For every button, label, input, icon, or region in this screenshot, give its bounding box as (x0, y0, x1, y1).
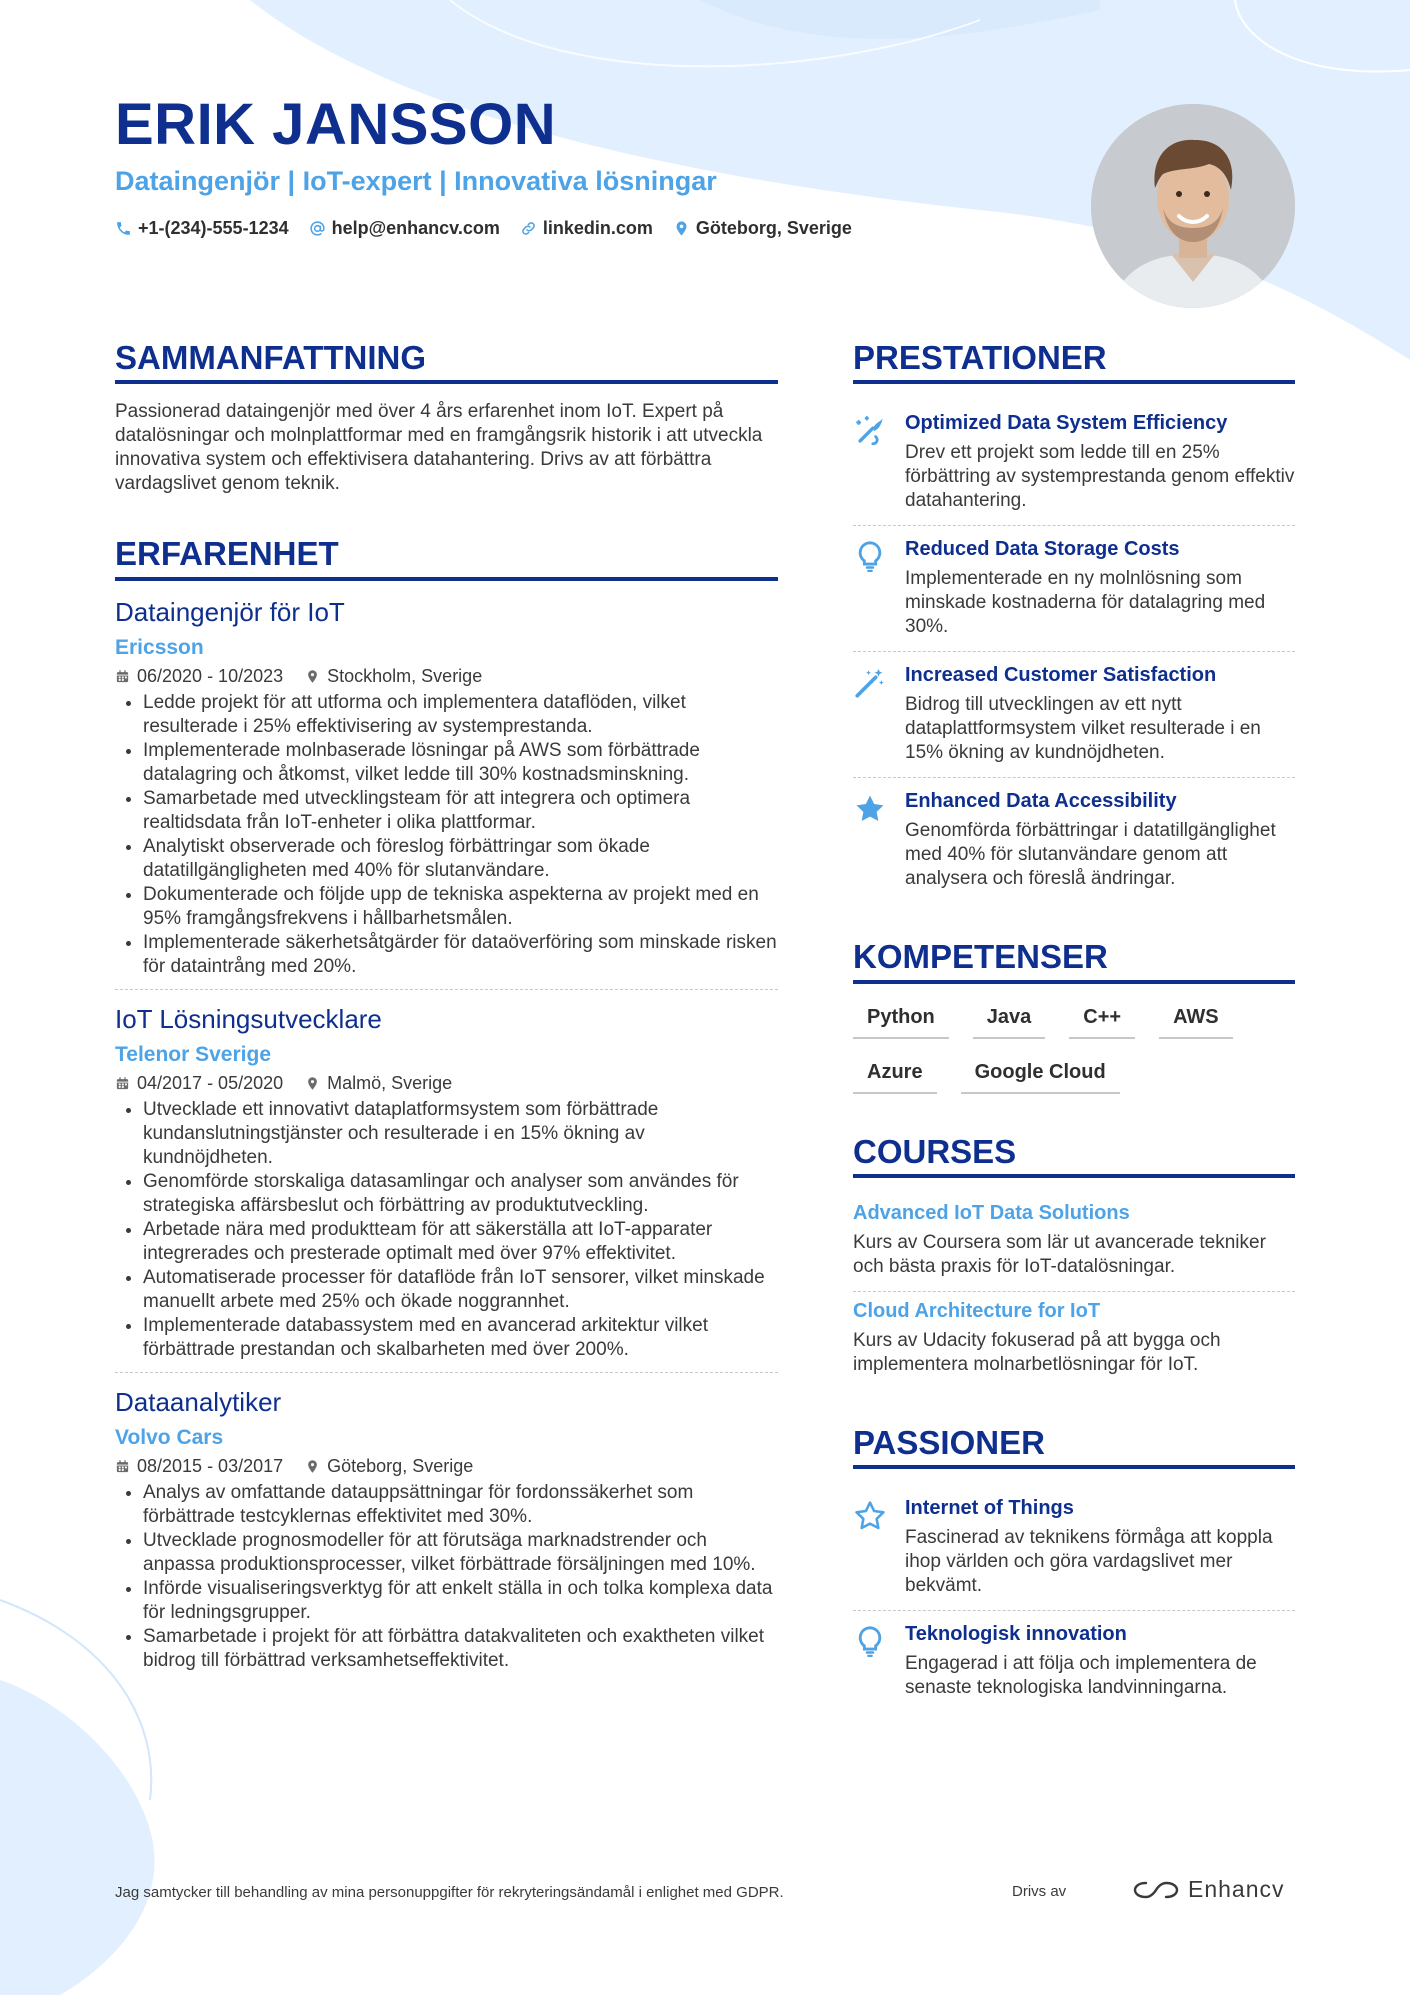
passion-text: Engagerad i att följa och implementera de senaste teknologiska landvinningarna. (905, 1653, 1257, 1699)
contact-bar (115, 218, 852, 239)
job-bullets (115, 1098, 778, 1362)
enhancv-logo[interactable] (1132, 1876, 1285, 1903)
courses-heading: COURSES (853, 1134, 1295, 1178)
job-title: Dataanalytiker (115, 1386, 282, 1417)
passion-item (853, 1611, 1295, 1712)
skill-tag: Azure (853, 1055, 937, 1094)
job-bullet: • Samarbetade i projekt för att förbättra datakvaliteten och exaktheten vilket bidrog till förbättrad verksamhetseffektivitet. (143, 1625, 778, 1673)
profile-photo (1091, 104, 1295, 308)
magic-wand-icon (853, 666, 887, 700)
contact-linkedin[interactable] (520, 218, 653, 239)
gdpr-consent-text: Jag samtycker till behandling av mina personuppgifter för rekryteringsändamål i enlighet med GDPR. (115, 1884, 784, 1901)
job-bullet: • Implementerade säkerhetsåtgärder för dataöverföring som minskade risken för dataintrång med 20%. (143, 931, 778, 979)
job-bullets (115, 1481, 778, 1673)
job-dates-text: 04/2017 - 05/2020 (137, 1072, 284, 1093)
job-bullet: • Genomförde storskaliga datasamlingar och analyser som användes för strategiska affärsbeslut och förbättring av produktutveckling. (143, 1170, 778, 1218)
lightbulb-icon (853, 1625, 887, 1659)
job-bullet: • Implementerade molnbaserade lösningar på AWS som förbättrade datalagring och åtkomst, vilket ledde till 30% kostnadsminskning. (143, 739, 778, 787)
left-column (115, 340, 778, 1697)
job-dates (115, 1073, 283, 1094)
achievement-text: Implementerade en ny molnlösning som minskade kostnaderna för datalagring med 30%. (905, 568, 1266, 638)
job-dates (115, 1456, 283, 1477)
job-meta (115, 1456, 778, 1477)
summary-text: Passionerad dataingenjör med över 4 års erfarenhet inom IoT. Expert på datalösningar och molnplattformar med en framgångsrik historik i att utveckla innovativa system och effektivisera datahantering. Drivs av att förbättra vardagslivet genom teknik. (115, 401, 763, 495)
email-text: help@enhancv.com (331, 218, 500, 238)
job-location-text: Malmö, Sverige (327, 1072, 453, 1093)
location-pin-icon (673, 220, 690, 237)
profile-portrait-illustration (1091, 104, 1295, 308)
job-bullet: • Införde visualiseringsverktyg för att enkelt ställa in och tolka komplexa data för ledningsgrupper. (143, 1577, 778, 1625)
location-pin-icon (305, 1076, 320, 1091)
skill-tag: Java (973, 1000, 1046, 1039)
job-company: Volvo Cars (115, 1425, 224, 1449)
course-item (853, 1194, 1295, 1292)
job-title: IoT Lösningsutvecklare (115, 1003, 382, 1034)
skill-tag: AWS (1159, 1000, 1233, 1039)
job-bullet: • Analytiskt observerade och föreslog förbättringar som ökade datatillgängligheten med 40% för slutanvändare. (143, 835, 778, 883)
phone-icon (115, 220, 132, 237)
passions-heading: PASSIONER (853, 1425, 1295, 1469)
at-sign-icon (309, 220, 326, 237)
job-meta (115, 1073, 778, 1094)
job-location (305, 1073, 452, 1094)
achievement-text: Genomförda förbättringar i datatillgänglighet med 40% för slutanvändare genom att analysera och föreslå ändringar. (905, 820, 1276, 890)
job-entry (115, 597, 778, 990)
courses-list (853, 1194, 1295, 1389)
location-text: Göteborg, Sverige (695, 218, 852, 238)
enhancv-wordmark: Enhancv (1188, 1876, 1285, 1902)
job-dates (115, 666, 283, 687)
passion-item (853, 1485, 1295, 1611)
job-bullet: • Ledde projekt för att utforma och implementera dataflöden, vilket resulterade i 25% effektivisering av systemprestanda. (143, 691, 778, 739)
lightbulb-icon (853, 540, 887, 574)
job-dates-text: 06/2020 - 10/2023 (137, 665, 284, 686)
achievement-title: Increased Customer Satisfaction (905, 664, 1217, 687)
achievement-item (853, 400, 1295, 526)
job-entry (115, 1387, 778, 1683)
passions-list (853, 1485, 1295, 1712)
course-item (853, 1292, 1295, 1389)
candidate-name: ERIK JANSSON (115, 92, 557, 157)
job-bullet: • Dokumenterade och följde upp de tekniska aspekterna av projekt med en 95% framgångsfrekvens i hållbarhetsmålen. (143, 883, 778, 931)
job-bullet: • Implementerade databassystem med en avancerad arkitektur vilket förbättrade prestandan och skalbarheten med över 200%. (143, 1314, 778, 1362)
job-entry (115, 1004, 778, 1373)
job-meta (115, 666, 778, 687)
job-company: Telenor Sverige (115, 1042, 272, 1066)
achievement-title: Optimized Data System Efficiency (905, 412, 1228, 435)
passion-title: Internet of Things (905, 1497, 1074, 1520)
job-bullet: • Utvecklade ett innovativt dataplatformsystem som förbättrade kundanslutningstjänster och resulterade i en 15% ökning av kundnöjdheten. (143, 1098, 778, 1170)
job-location (305, 1456, 473, 1477)
magic-rocket-icon (853, 414, 887, 448)
phone-text: +1-(234)-555-1234 (138, 218, 289, 238)
job-bullets (115, 691, 778, 979)
skills-heading: KOMPETENSER (853, 939, 1295, 983)
course-text: Kurs av Udacity fokuserad på att bygga och implementera molnarbetlösningar för IoT. (853, 1329, 1221, 1375)
enhancv-logo-icon (1132, 1878, 1180, 1902)
experience-heading: ERFARENHET (115, 536, 778, 580)
job-title: Dataingenjör för IoT (115, 596, 345, 627)
achievement-item (853, 652, 1295, 778)
skills-list (853, 1000, 1295, 1094)
contact-location (673, 218, 852, 239)
calendar-icon (115, 669, 130, 684)
job-company: Ericsson (115, 635, 204, 659)
achievement-title: Reduced Data Storage Costs (905, 538, 1180, 561)
skill-tag: Python (853, 1000, 949, 1039)
location-pin-icon (305, 1459, 320, 1474)
powered-by-label: Drivs av (1012, 1883, 1067, 1900)
skill-tag: C++ (1069, 1000, 1135, 1039)
course-title: Advanced IoT Data Solutions (853, 1201, 1130, 1224)
achievement-item (853, 526, 1295, 652)
summary-heading: SAMMANFATTNING (115, 340, 778, 384)
achievements-heading: PRESTATIONER (853, 340, 1295, 384)
job-location-text: Göteborg, Sverige (327, 1455, 474, 1476)
candidate-headline: Dataingenjör | IoT-expert | Innovativa lösningar (115, 166, 717, 196)
job-dates-text: 08/2015 - 03/2017 (137, 1455, 284, 1476)
achievement-title: Enhanced Data Accessibility (905, 790, 1177, 813)
course-title: Cloud Architecture for IoT (853, 1299, 1101, 1322)
achievements-list (853, 400, 1295, 903)
right-column (853, 340, 1295, 1712)
contact-phone[interactable] (115, 218, 289, 239)
star-filled-icon (853, 792, 887, 826)
achievement-text: Bidrog till utvecklingen av ett nytt dataplattformsystem vilket resulterade i en 15% ökning av kundnöjdheten. (905, 694, 1261, 764)
passion-title: Teknologisk innovation (905, 1623, 1127, 1646)
location-pin-icon (305, 669, 320, 684)
achievement-item (853, 778, 1295, 903)
calendar-icon (115, 1459, 130, 1474)
job-bullet: • Samarbetade med utvecklingsteam för att integrera och optimera realtidsdata från IoT-enheter i olika plattformar. (143, 787, 778, 835)
achievement-text: Drev ett projekt som ledde till en 25% förbättring av systemprestanda genom effektiv datahantering. (905, 442, 1295, 512)
job-bullet: • Arbetade nära med produktteam för att säkerställa att IoT-apparater integrerades och presterade optimalt med över 97% effektivitet. (143, 1218, 778, 1266)
course-text: Kurs av Coursera som lär ut avancerade tekniker och bästa praxis för IoT-datalösningar. (853, 1231, 1266, 1277)
job-bullet: • Utvecklade prognosmodeller för att förutsäga marknadstrender och anpassa produktionsprocesser, vilket förbättrade försäljningen med 10%. (143, 1529, 778, 1577)
passion-text: Fascinerad av teknikens förmåga att koppla ihop världen och göra vardagslivet mer bekvämt. (905, 1527, 1273, 1597)
calendar-icon (115, 1076, 130, 1091)
skill-tag: Google Cloud (961, 1055, 1120, 1094)
job-bullet: • Automatiserade processer för dataflöde från IoT sensorer, vilket minskade manuellt arbete med 25% och ökade noggrannhet. (143, 1266, 778, 1314)
job-bullet: • Analys av omfattande datauppsättningar för fordonssäkerhet som förbättrade testcyklernas effektivitet med 30%. (143, 1481, 778, 1529)
star-outline-icon (853, 1499, 887, 1533)
link-icon (520, 220, 537, 237)
contact-email[interactable] (309, 218, 500, 239)
job-location-text: Stockholm, Sverige (327, 665, 483, 686)
job-location (305, 666, 482, 687)
linkedin-text: linkedin.com (542, 218, 653, 238)
